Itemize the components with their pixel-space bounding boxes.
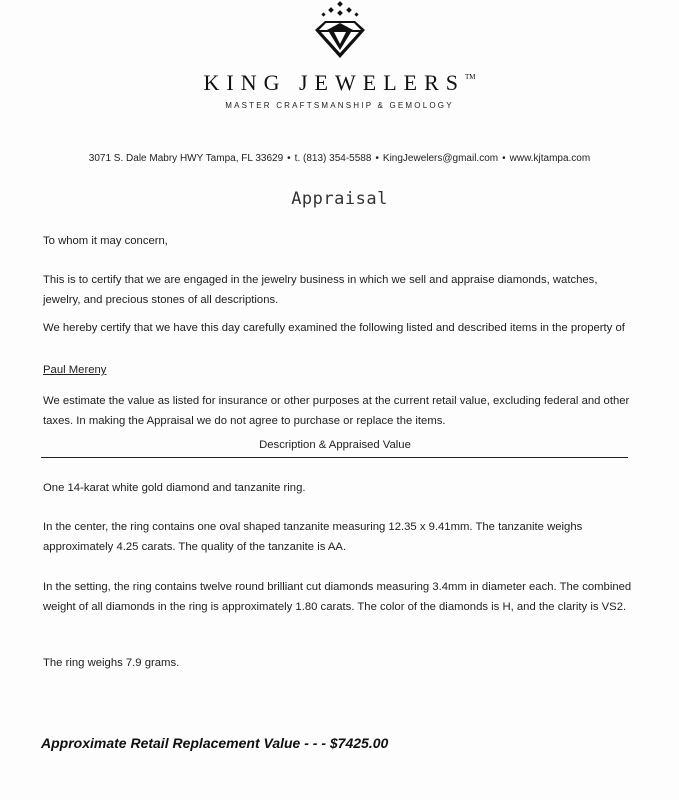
ring-weight: The ring weighs 7.9 grams. [43, 657, 180, 669]
certify-business-paragraph: This is to certify that we are engaged in the jewelry business in which we sell and appraise diamonds, watches, jewelry, and precious stones of all descriptions. [43, 274, 598, 306]
trademark-mark: TM [464, 73, 476, 81]
replacement-value: Approximate Retail Replacement Value - - - $7425.00 [41, 735, 389, 751]
brand-tagline: MASTER CRAFTSMANSHIP & GEMOLOGY [225, 101, 454, 110]
center-stone-paragraph: In the center, the ring contains one oval shaped tanzanite measuring 12.35 x 9.41mm. The tanzanite weighs approximately 4.25 carats. The quality of the tanzanite is AA. [43, 521, 583, 553]
brand-name-text: KING JEWELERS [203, 70, 465, 95]
certify-examined-paragraph: We hereby certify that we have this day carefully examined the following listed and described items in the property of [43, 322, 625, 334]
contact-phone: t. (813) 354-5588 [294, 153, 372, 164]
owner-name: Paul Mereny [43, 364, 107, 376]
document-title: Appraisal [291, 189, 388, 209]
contact-separator: • [287, 153, 291, 164]
diamond-crown-icon [305, 0, 375, 64]
contact-email: KingJewelers@gmail.com [382, 153, 499, 164]
section-divider [41, 457, 628, 458]
section-heading: Description & Appraised Value [259, 439, 411, 451]
item-summary: One 14-karat white gold diamond and tanzanite ring. [43, 482, 306, 494]
contact-separator: • [502, 153, 506, 164]
brand-name [0, 70, 679, 96]
contact-address: 3071 S. Dale Mabry HWY Tampa, FL 33629 [88, 153, 284, 164]
contact-website: www.kjtampa.com [509, 153, 591, 164]
contact-line [0, 153, 679, 164]
setting-stones-paragraph: In the setting, the ring contains twelve round brilliant cut diamonds measuring 3.4mm in diameter each. The combined weight of all diamonds in the ring is approximately 1.80 carats. The color of the diamonds is H, and the clarity is VS2. [43, 581, 632, 613]
salutation: To whom it may concern, [43, 235, 168, 247]
contact-separator: • [375, 153, 379, 164]
estimate-paragraph: We estimate the value as listed for insurance or other purposes at the current retail value, excluding federal and other taxes. In making the Appraisal we do not agree to purchase or replace the items. [43, 395, 630, 427]
